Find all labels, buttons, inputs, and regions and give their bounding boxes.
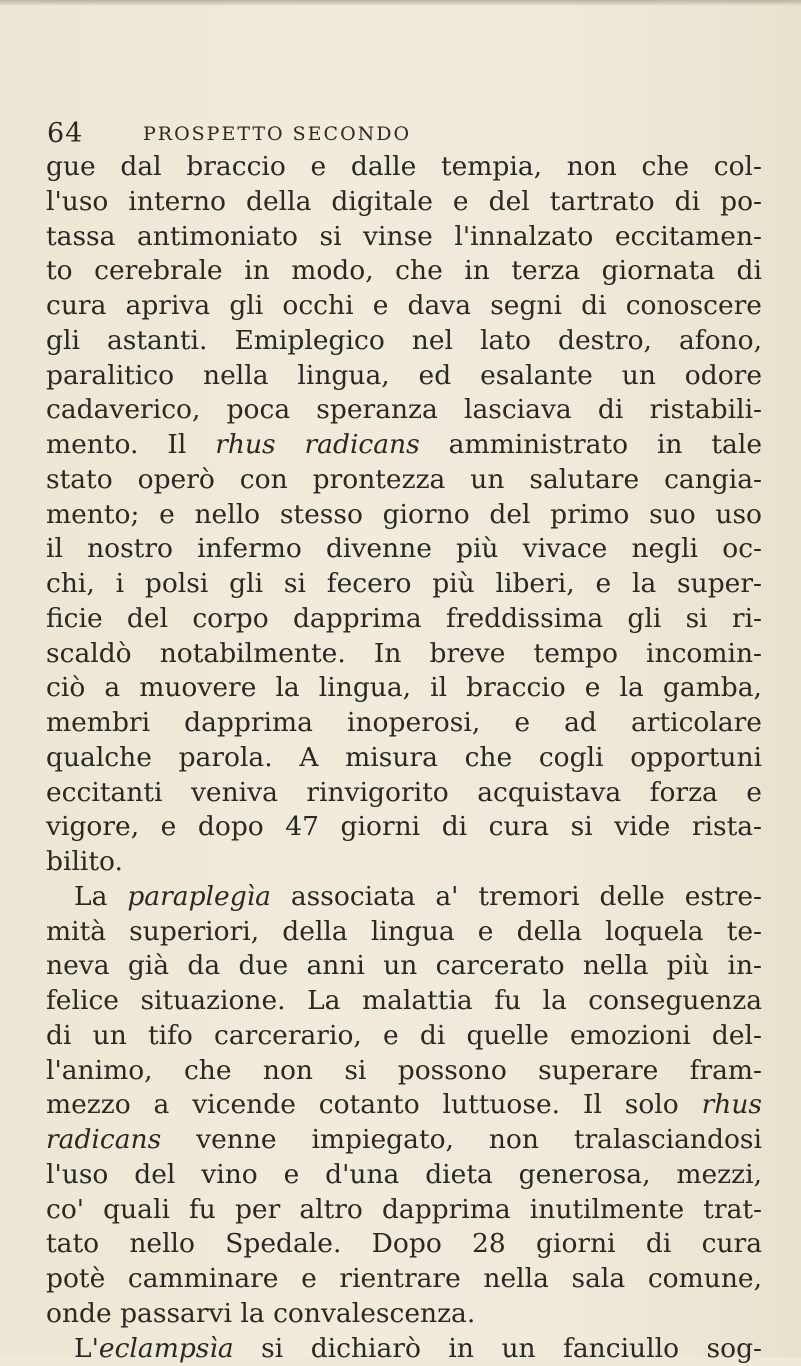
text-line [46, 359, 762, 394]
text-line [46, 289, 762, 324]
text-line [46, 880, 762, 915]
text-line [46, 532, 762, 567]
italic-term: eclampsìa [99, 1333, 234, 1364]
text-line [46, 220, 762, 255]
text-line [46, 185, 762, 220]
text-line [46, 393, 762, 428]
text-line [46, 671, 762, 706]
text-segment: paralitico nella lingua, ed esalante un odore [46, 360, 762, 391]
page-top-edge [0, 0, 801, 6]
text-segment: amministrato in tale [420, 429, 762, 460]
text-line [46, 776, 762, 811]
text-line [46, 706, 762, 741]
text-segment: l'animo, che non si possono superare fram- [46, 1055, 762, 1086]
text-line [46, 324, 762, 359]
text-line [46, 1158, 762, 1193]
italic-term: rhus radicans [215, 429, 420, 460]
text-segment: mezzo a vicende cotanto luttuose. Il solo [46, 1089, 702, 1120]
text-segment: co' quali fu per altro dapprima inutilmente trat- [46, 1194, 762, 1225]
text-line [46, 150, 762, 185]
text-segment: il nostro infermo divenne più vivace negli oc- [46, 533, 762, 564]
text-line [46, 498, 762, 533]
text-segment: ficie del corpo dapprima freddissima gli si ri- [46, 603, 762, 634]
text-line [46, 1088, 762, 1123]
text-line [46, 1227, 762, 1262]
text-segment: mità superiori, della lingua e della loquela te- [46, 916, 762, 947]
page-header [47, 117, 767, 151]
text-segment: membri dapprima inoperosi, e ad articolare [46, 707, 762, 738]
text-segment: qualche parola. A misura che cogli opportuni [46, 742, 762, 773]
italic-term: rhus [702, 1089, 762, 1120]
italic-term: radicans [46, 1124, 161, 1155]
text-segment: tato nello Spedale. Dopo 28 giorni di cura [46, 1228, 762, 1259]
text-segment: chi, i polsi gli si fecero più liberi, e la super- [46, 568, 762, 599]
text-line [46, 1332, 762, 1366]
text-segment: potè camminare e rientrare nella sala comune, [46, 1263, 762, 1294]
text-line [46, 741, 762, 776]
text-line [46, 428, 762, 463]
text-segment: La [74, 881, 127, 912]
text-line [46, 637, 762, 672]
text-line [46, 254, 762, 289]
text-segment: gue dal braccio e dalle tempia, non che col- [46, 151, 762, 182]
text-segment: cadaverico, poca speranza lasciava di ristabili- [46, 394, 762, 425]
text-segment: L' [74, 1333, 99, 1364]
page-number: 64 [47, 117, 83, 151]
text-segment: neva già da due anni un carcerato nella più in- [46, 950, 762, 981]
text-segment: si dichiarò in un fanciullo sog- [234, 1333, 762, 1364]
text-line [46, 984, 762, 1019]
text-segment: onde passarvi la convalescenza. [46, 1298, 475, 1329]
text-line [46, 1297, 762, 1332]
text-segment: tassa antimoniato si vinse l'innalzato eccitamen- [46, 221, 762, 252]
text-segment: to cerebrale in modo, che in terza giornata di [46, 255, 762, 286]
italic-term: paraplegìa [127, 881, 271, 912]
text-line [46, 463, 762, 498]
text-line [46, 1123, 762, 1158]
text-segment: mento. Il [46, 429, 215, 460]
text-segment: scaldò notabilmente. In breve tempo incomin- [46, 638, 762, 669]
text-segment: felice situazione. La malattia fu la conseguenza [46, 985, 762, 1016]
text-line [46, 1054, 762, 1089]
running-head: PROSPETTO SECONDO [143, 120, 411, 148]
body-text [46, 150, 762, 1366]
text-segment: l'uso del vino e d'una dieta generosa, mezzi, [46, 1159, 762, 1190]
text-line [46, 602, 762, 637]
text-segment: ciò a muovere la lingua, il braccio e la gamba, [46, 672, 762, 703]
text-line [46, 845, 762, 880]
text-line [46, 1193, 762, 1228]
text-segment: eccitanti veniva rinvigorito acquistava forza e [46, 777, 762, 808]
text-segment: di un tifo carcerario, e di quelle emozioni del- [46, 1020, 762, 1051]
text-segment: l'uso interno della digitale e del tartrato di po- [46, 186, 762, 217]
text-line [46, 810, 762, 845]
text-line [46, 1262, 762, 1297]
text-segment: mento; e nello stesso giorno del primo suo uso [46, 499, 762, 530]
text-segment: associata a' tremori delle estre- [271, 881, 762, 912]
text-segment: stato operò con prontezza un salutare cangia- [46, 464, 762, 495]
text-segment: bilito. [46, 846, 123, 877]
text-segment: gli astanti. Emiplegico nel lato destro, afono, [46, 325, 762, 356]
text-segment: cura apriva gli occhi e dava segni di conoscere [46, 290, 762, 321]
text-line [46, 949, 762, 984]
text-line [46, 1019, 762, 1054]
text-line [46, 915, 762, 950]
text-segment: venne impiegato, non tralasciandosi [161, 1124, 762, 1155]
text-segment: vigore, e dopo 47 giorni di cura si vide rista- [46, 811, 762, 842]
text-line [46, 567, 762, 602]
